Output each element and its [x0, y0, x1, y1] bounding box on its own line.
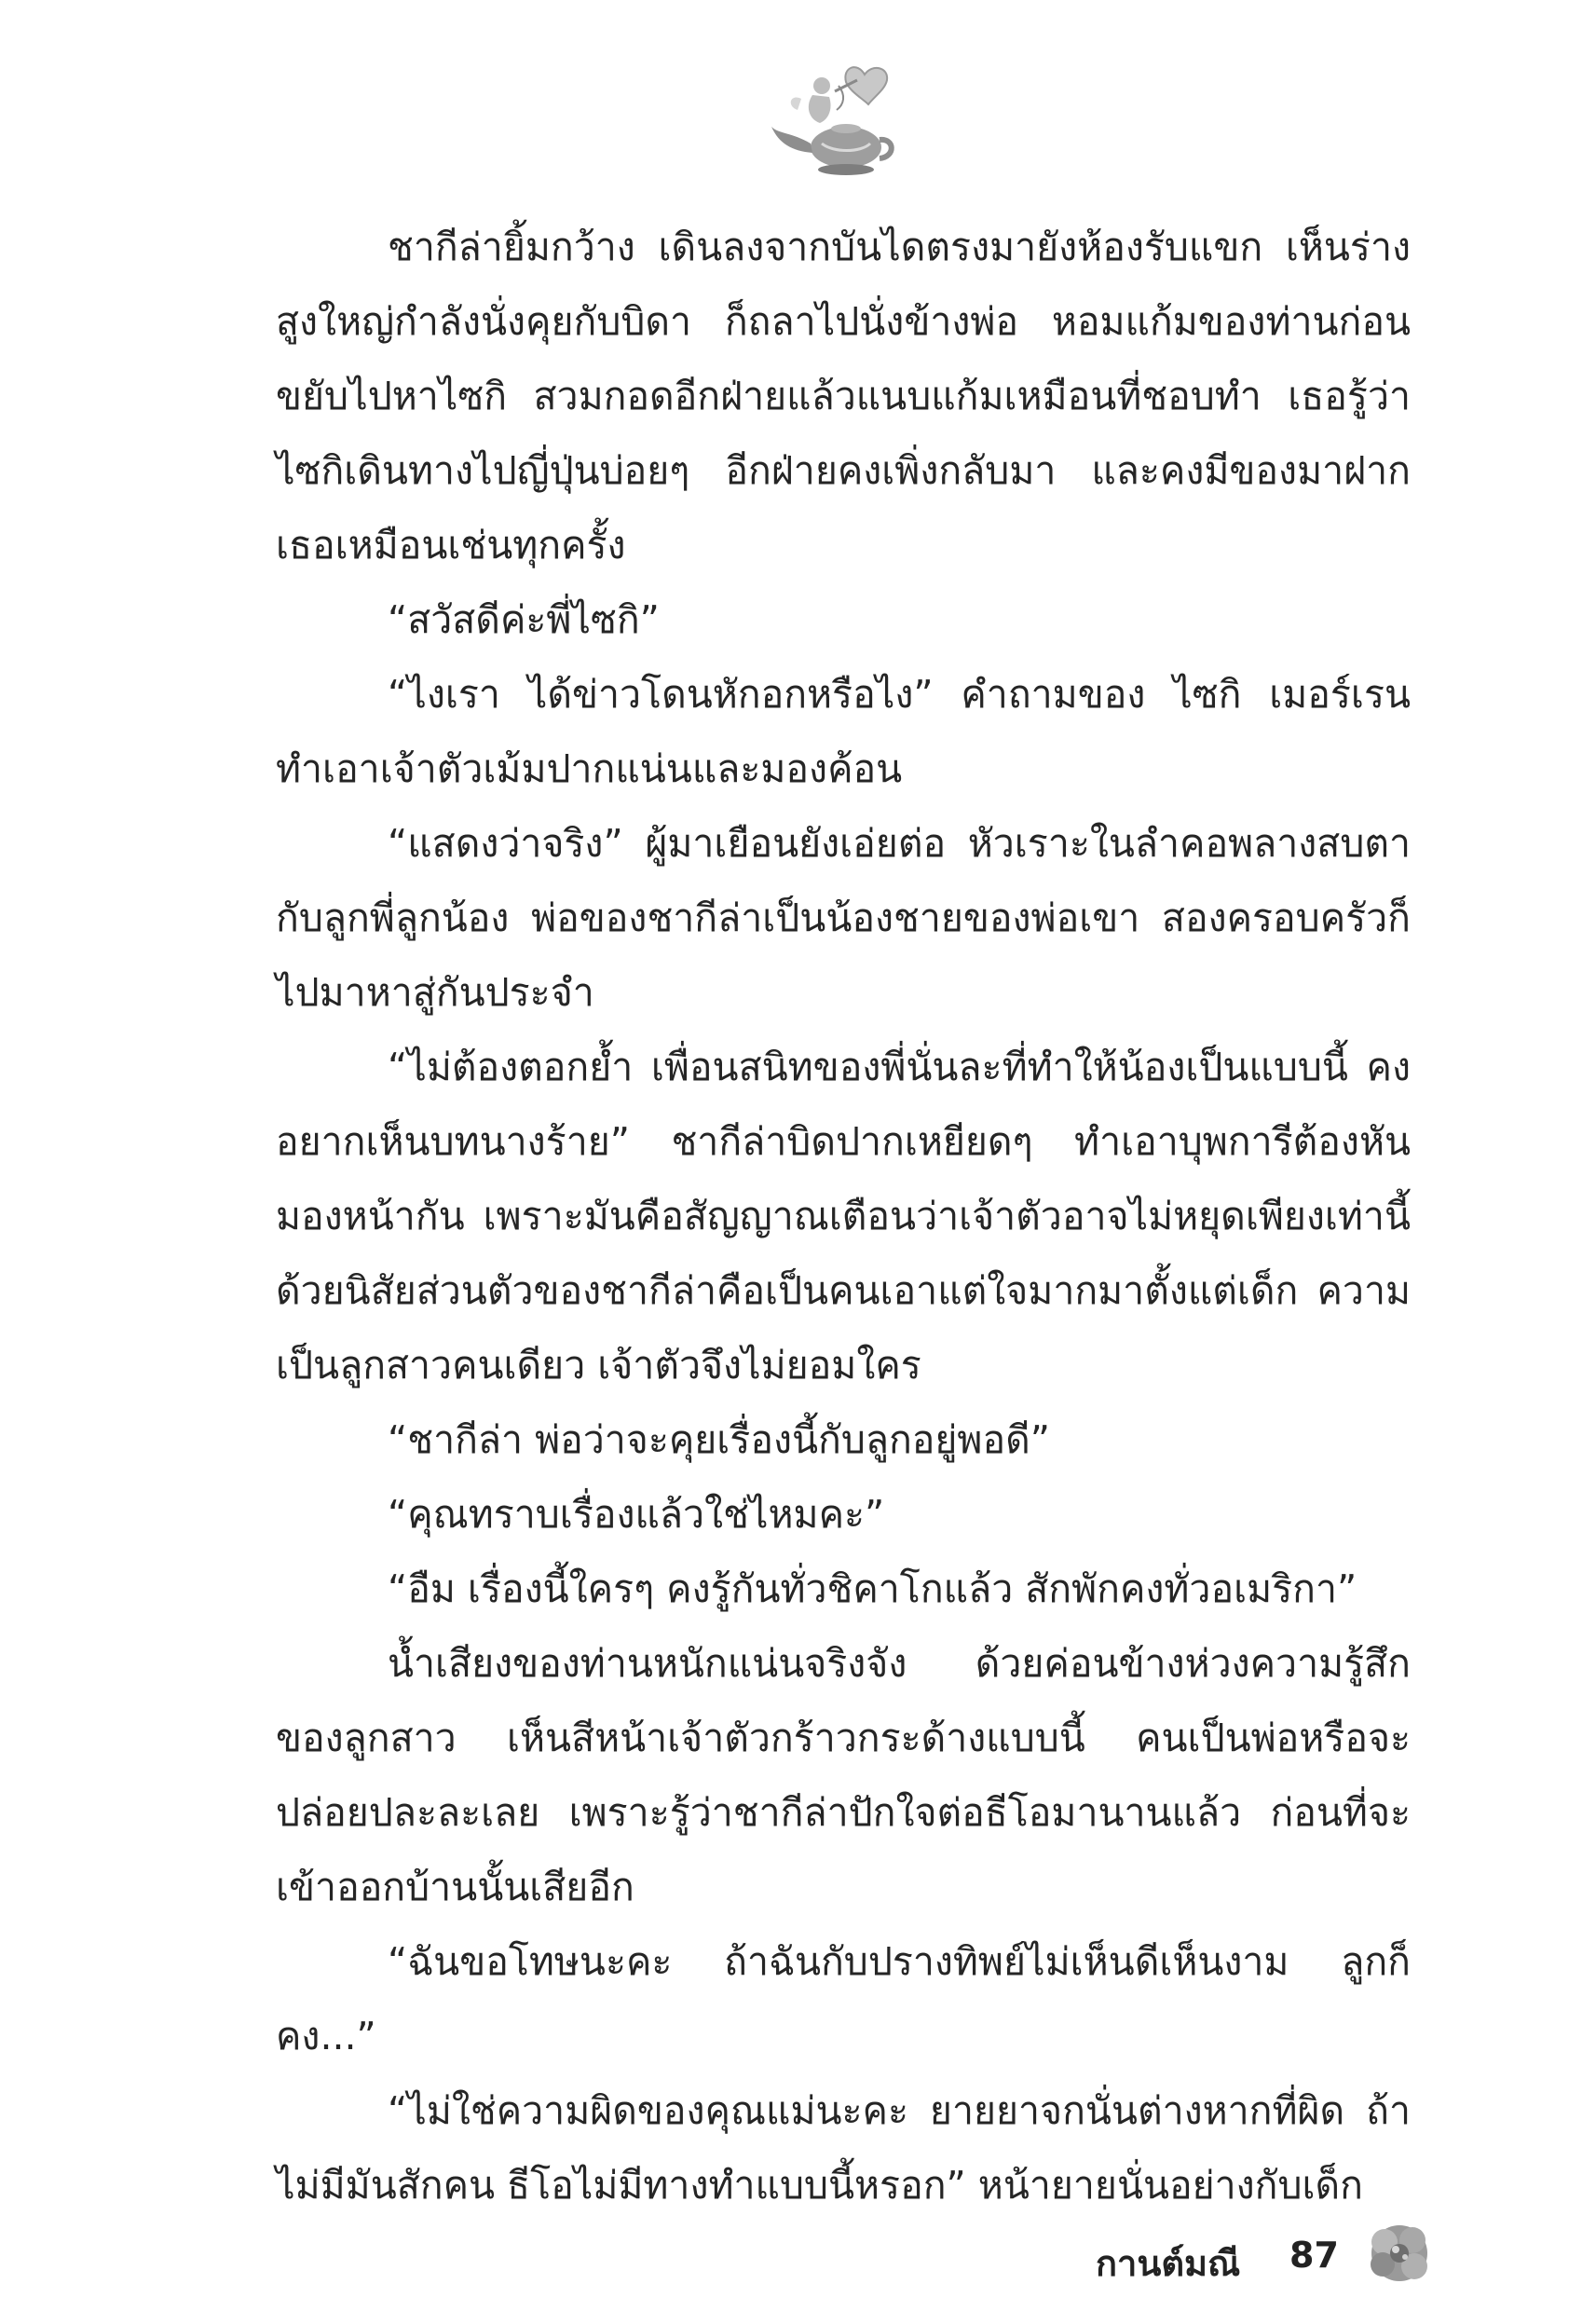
paragraph: “สวัสดีค่ะพี่ไซกิ”: [388, 597, 660, 642]
page-number: 87: [1289, 2235, 1339, 2276]
paragraph: “ฉันขอโทษนะคะ ถ้าฉันกับปรางทิพย์ไม่เห็นดีเห็นงาม ลูกก็คง...”: [276, 1939, 1411, 2058]
book-title: กานต์มณี: [1096, 2243, 1241, 2284]
paragraph: “ไม่ต้องตอกย้ำ เพื่อนสนิทของพี่นั่นละที่ทำให้น้องเป็นแบบนี้ คงอยากเห็นบทนางร้าย” ชากีล่าบิดปากเหยียดๆ ทำเอาบุพการีต้องหันมองหน้ากัน เพราะมันคือสัญญาณเตือนว่าเจ้าตัวอาจไม่หยุดเพียงเท่านี้ ด้วยนิสัยส่วนตัวของชากีล่าคือเป็นคนเอาแต่ใจมากมาตั้งแต่เด็ก ความเป็นลูกสาวคนเดียว เจ้าตัวจึงไม่ยอมใคร: [276, 1045, 1411, 1388]
teapot-cupid-ornament-icon: [764, 58, 904, 188]
body-text: [276, 210, 1411, 2222]
paragraph: “ไม่ใช่ความผิดของคุณแม่นะคะ ยายยาจกนั่นต่างหากที่ผิด ถ้าไม่มีมันสักคน ธีโอไม่มีทางทำแบบนี้หรอก” หน้ายายนั่นอย่างกับเด็ก: [276, 2088, 1411, 2208]
paragraph: “แสดงว่าจริง” ผู้มาเยือนยังเอ่ยต่อ หัวเราะในลำคอพลางสบตากับลูกพี่ลูกน้อง พ่อของชากีล่าเป็นน้องชายของพ่อเขา สองครอบครัวก็ไปมาหาสู่กันประจำ: [276, 821, 1411, 1015]
flower-icon: [1362, 2220, 1437, 2287]
paragraph: “ชากีล่า พ่อว่าจะคุยเรื่องนี้กับลูกอยู่พอดี”: [388, 1417, 1050, 1462]
paragraph: น้ำเสียงของท่านหนักแน่นจริงจัง ด้วยค่อนข้างห่วงความรู้สึกของลูกสาว เห็นสีหน้าเจ้าตัวกร้าวกระด้างแบบนี้ คนเป็นพ่อหรือจะปล่อยปละละเลย เพราะรู้ว่าชากีล่าปักใจต่อธีโอมานานแล้ว ก่อนที่จะเข้าออกบ้านนั้นเสียอีก: [276, 1641, 1411, 1909]
paragraph: ชากีล่ายิ้มกว้าง เดินลงจากบันไดตรงมายังห้องรับแขก เห็นร่างสูงใหญ่กำลังนั่งคุยกับบิดา ก็ถลาไปนั่งข้างพ่อ หอมแก้มของท่านก่อนขยับไปหาไซกิ สวมกอดอีกฝ่ายแล้วแนบแก้มเหมือนที่ชอบทำ เธอรู้ว่าไซกิเดินทางไปญี่ปุ่นบ่อยๆ อีกฝ่ายคงเพิ่งกลับมา และคงมีของมาฝากเธอเหมือนเช่นทุกครั้ง: [276, 225, 1411, 567]
paragraph: “คุณทราบเรื่องแล้วใช่ไหมคะ”: [388, 1492, 885, 1537]
paragraph: “อืม เรื่องนี้ใครๆ คงรู้กันทั่วชิคาโกแล้ว สักพักคงทั่วอเมริกา”: [388, 1566, 1357, 1611]
paragraph: “ไงเรา ได้ข่าวโดนหักอกหรือไง” คำถามของ ไซกิ เมอร์เรน ทำเอาเจ้าตัวเม้มปากแน่นและมองค้อน: [276, 672, 1411, 791]
